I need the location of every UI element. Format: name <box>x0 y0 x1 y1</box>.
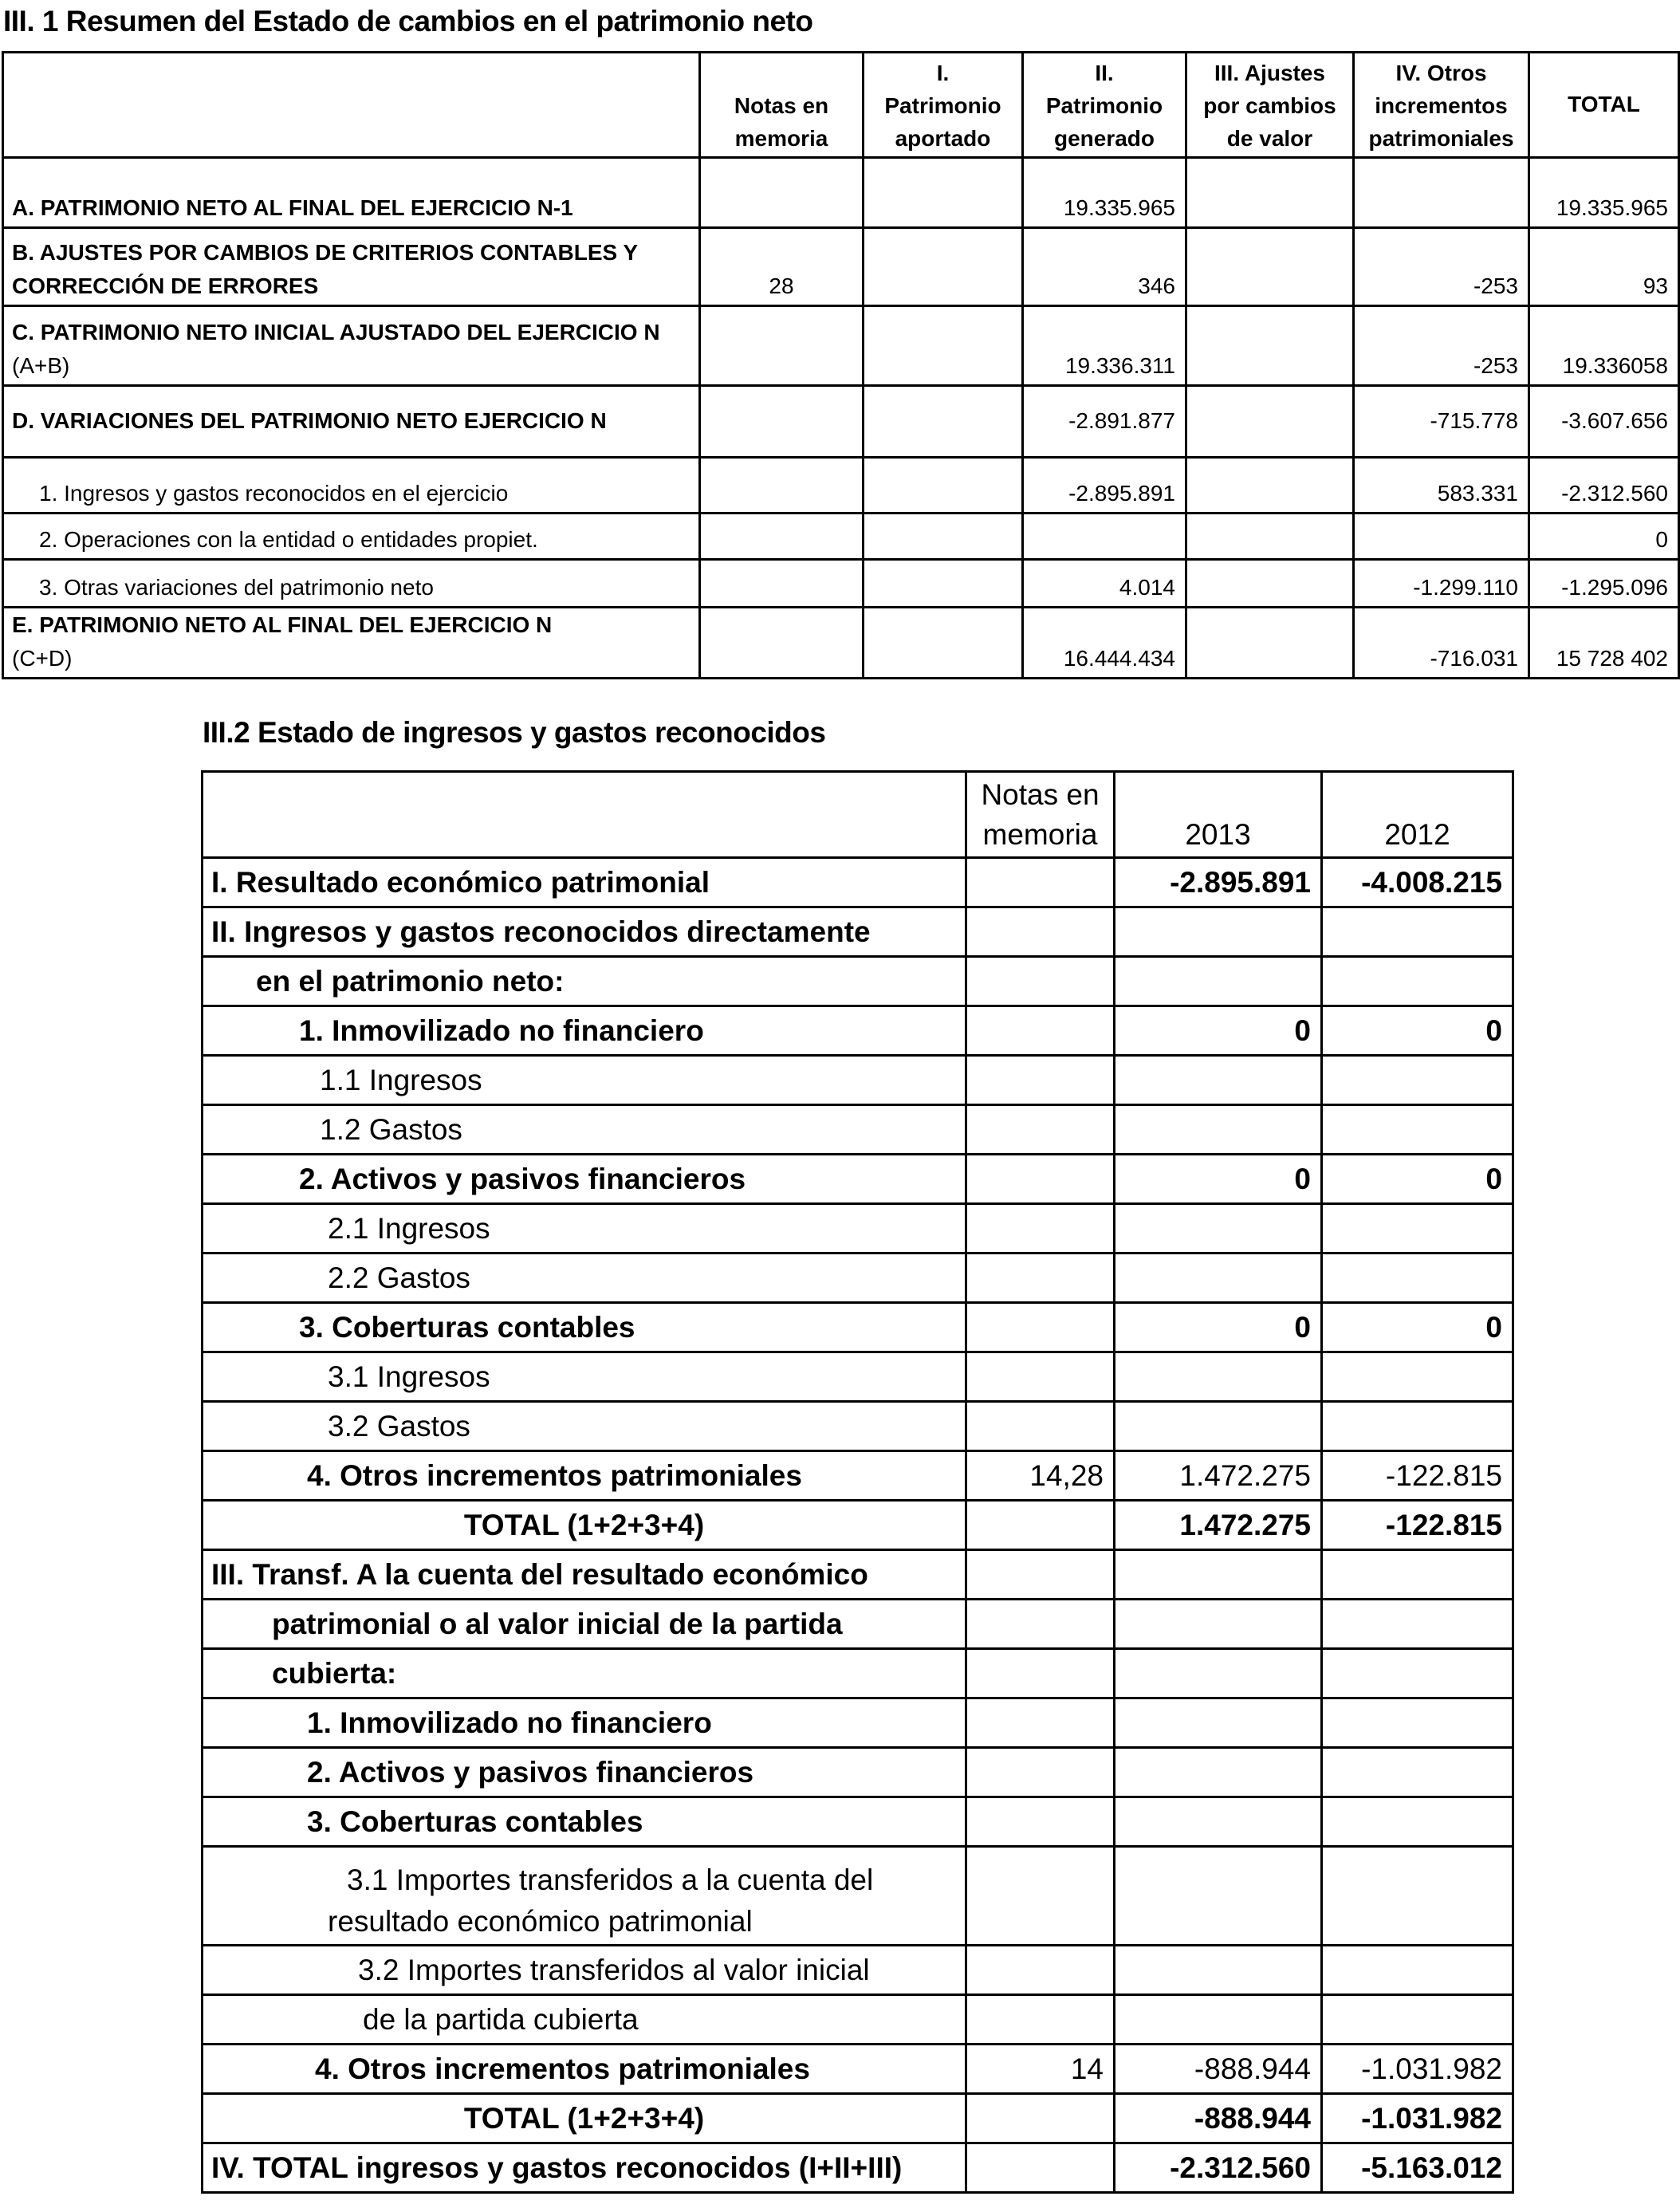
table-row <box>203 1600 1513 1649</box>
row-label: TOTAL (1+2+3+4) <box>203 1501 966 1550</box>
cell-total: 19.335.965 <box>1529 158 1679 228</box>
row-label <box>3 306 700 386</box>
cell-2012: -5.163.012 <box>1322 2143 1513 2193</box>
row-label: IV. TOTAL ingresos y gastos reconocidos (I+II+III) <box>203 2143 966 2193</box>
cell-2013 <box>1115 1698 1322 1748</box>
table-row <box>203 1056 1513 1105</box>
cell-ajustes <box>1186 306 1354 386</box>
row-label: de la partida cubierta <box>203 1995 966 2045</box>
row-label-line: 3.1 Importes transferidos a la cuenta del <box>347 1864 874 1896</box>
cell-2013 <box>1115 1254 1322 1303</box>
cell-2013 <box>1115 1797 1322 1847</box>
cell-notas <box>966 1995 1115 2045</box>
cell-notas <box>966 2094 1115 2143</box>
cell-total: -2.312.560 <box>1529 458 1679 514</box>
cell-2012: 0 <box>1322 1303 1513 1352</box>
row-label-line: (C+D) <box>12 646 73 671</box>
header-ajustes <box>1186 53 1354 158</box>
header-line: Patrimonio <box>1045 93 1163 118</box>
table-row <box>203 1105 1513 1155</box>
cell-notas <box>700 560 864 608</box>
table-row <box>3 386 1679 458</box>
cell-aportado <box>864 306 1023 386</box>
cell-2013 <box>1115 1056 1322 1105</box>
table-row <box>3 514 1679 560</box>
row-label: TOTAL (1+2+3+4) <box>203 2094 966 2143</box>
cell-2013: -888.944 <box>1115 2045 1322 2094</box>
header-2012: 2012 <box>1322 772 1513 858</box>
row-label: 1. Ingresos y gastos reconocidos en el ejercicio <box>3 458 700 514</box>
cell-2013: -2.312.560 <box>1115 2143 1322 2193</box>
cell-notas <box>966 1600 1115 1649</box>
row-label: 3.2 Importes transferidos al valor inicial <box>203 1946 966 1995</box>
row-label: D. VARIACIONES DEL PATRIMONIO NETO EJERCICIO N <box>3 386 700 458</box>
cell-2012 <box>1322 1847 1513 1946</box>
table-row <box>203 1006 1513 1056</box>
table-row <box>203 1797 1513 1847</box>
row-label: 2. Operaciones con la entidad o entidades propiet. <box>3 514 700 560</box>
cell-notas <box>700 158 864 228</box>
table1-title: III. 1 Resumen del Estado de cambios en el patrimonio neto <box>3 5 813 37</box>
cell-notas <box>966 1204 1115 1254</box>
cell-2012: -1.031.982 <box>1322 2094 1513 2143</box>
row-label <box>3 228 700 306</box>
header-line: I. <box>936 61 950 85</box>
cell-notas <box>966 1056 1115 1105</box>
cell-notas <box>700 514 864 560</box>
row-label: 2.1 Ingresos <box>203 1204 966 1254</box>
row-label: 1.1 Ingresos <box>203 1056 966 1105</box>
cell-2013 <box>1115 1600 1322 1649</box>
table-row <box>203 2143 1513 2193</box>
row-label-line: B. AJUSTES POR CAMBIOS DE CRITERIOS CONTABLES Y <box>12 240 639 265</box>
header-total <box>1529 53 1679 158</box>
table-row <box>203 1155 1513 1204</box>
cell-2012 <box>1322 1946 1513 1995</box>
cell-notas <box>966 1847 1115 1946</box>
cell-2013 <box>1115 1204 1322 1254</box>
cell-2013 <box>1115 1847 1322 1946</box>
cell-2013 <box>1115 1748 1322 1797</box>
cell-2013 <box>1115 1105 1322 1155</box>
cell-notas <box>966 1649 1115 1698</box>
header-line: patrimoniales <box>1368 126 1514 151</box>
cell-2013 <box>1115 1550 1322 1600</box>
cell-2012 <box>1322 1550 1513 1600</box>
cell-notas <box>966 1303 1115 1352</box>
cell-2012 <box>1322 1254 1513 1303</box>
row-label-line: C. PATRIMONIO NETO INICIAL AJUSTADO DEL EJERCICIO N <box>12 320 660 344</box>
recognized-income-expenses-table <box>201 770 1514 2194</box>
table-header-row <box>203 772 1513 858</box>
table-row <box>203 1946 1513 1995</box>
header-patrimonio-generado <box>1023 53 1186 158</box>
table-row <box>203 1204 1513 1254</box>
table-row <box>203 1352 1513 1402</box>
cell-2012 <box>1322 1698 1513 1748</box>
cell-2013: 0 <box>1115 1155 1322 1204</box>
row-label-line: (A+B) <box>12 353 70 378</box>
cell-2012: -122.815 <box>1322 1451 1513 1501</box>
cell-total: 93 <box>1529 228 1679 306</box>
table-row <box>203 1649 1513 1698</box>
row-label: 2.2 Gastos <box>203 1254 966 1303</box>
header-line: memoria <box>982 818 1098 851</box>
cell-2013 <box>1115 907 1322 957</box>
cell-generado: 4.014 <box>1023 560 1186 608</box>
header-line: generado <box>1053 126 1155 151</box>
header-line: incrementos <box>1375 93 1508 118</box>
header-line: Notas en <box>734 93 829 118</box>
row-label: 3. Coberturas contables <box>203 1303 966 1352</box>
header-line: de valor <box>1226 126 1313 151</box>
cell-aportado <box>864 514 1023 560</box>
cell-generado: -2.891.877 <box>1023 386 1186 458</box>
cell-aportado <box>864 458 1023 514</box>
cell-notas <box>966 1105 1115 1155</box>
header-blank <box>3 53 700 158</box>
cell-notas <box>700 608 864 679</box>
cell-aportado <box>864 228 1023 306</box>
header-line: memoria <box>734 126 828 151</box>
cell-notas <box>966 1698 1115 1748</box>
cell-otros <box>1354 514 1529 560</box>
row-label: 3. Coberturas contables <box>203 1797 966 1847</box>
cell-notas <box>700 306 864 386</box>
cell-otros: 583.331 <box>1354 458 1529 514</box>
cell-2012 <box>1322 1056 1513 1105</box>
row-label: 4. Otros incrementos patrimoniales <box>203 1451 966 1501</box>
header-line: II. <box>1095 61 1114 85</box>
cell-2013 <box>1115 1402 1322 1451</box>
cell-total: -1.295.096 <box>1529 560 1679 608</box>
table-row <box>203 1451 1513 1501</box>
table-row <box>203 1748 1513 1797</box>
cell-2012 <box>1322 1402 1513 1451</box>
table-row <box>203 1501 1513 1550</box>
cell-2012: -4.008.215 <box>1322 858 1513 907</box>
cell-notas <box>966 907 1115 957</box>
cell-2012: -1.031.982 <box>1322 2045 1513 2094</box>
cell-2012 <box>1322 1352 1513 1402</box>
cell-ajustes <box>1186 560 1354 608</box>
cell-ajustes <box>1186 158 1354 228</box>
cell-total: 19.336058 <box>1529 306 1679 386</box>
cell-generado: -2.895.891 <box>1023 458 1186 514</box>
row-label-line: CORRECCIÓN DE ERRORES <box>12 274 319 298</box>
table-row <box>203 1550 1513 1600</box>
cell-2012 <box>1322 1649 1513 1698</box>
table-row <box>3 306 1679 386</box>
cell-generado: 19.336.311 <box>1023 306 1186 386</box>
table-header-row <box>3 53 1679 158</box>
cell-ajustes <box>1186 228 1354 306</box>
cell-2012: 0 <box>1322 1155 1513 1204</box>
row-label <box>3 608 700 679</box>
table-row <box>203 957 1513 1006</box>
row-label <box>203 1847 966 1946</box>
header-line: TOTAL <box>1568 92 1640 116</box>
table-row <box>203 1254 1513 1303</box>
cell-2013: 1.472.275 <box>1115 1451 1322 1501</box>
table-row <box>3 458 1679 514</box>
row-label: A. PATRIMONIO NETO AL FINAL DEL EJERCICIO N-1 <box>3 158 700 228</box>
header-notas <box>966 772 1115 858</box>
row-label: II. Ingresos y gastos reconocidos directamente <box>203 907 966 957</box>
cell-otros: -716.031 <box>1354 608 1529 679</box>
cell-notas <box>966 1550 1115 1600</box>
cell-generado: 19.335.965 <box>1023 158 1186 228</box>
cell-notas <box>966 1501 1115 1550</box>
header-otros-incrementos <box>1354 53 1529 158</box>
cell-total: 15 728 402 <box>1529 608 1679 679</box>
statement-of-changes-table <box>2 51 1680 679</box>
table-row <box>3 560 1679 608</box>
cell-notas <box>966 858 1115 907</box>
cell-otros: -715.778 <box>1354 386 1529 458</box>
cell-notas <box>966 1254 1115 1303</box>
table-row <box>203 1402 1513 1451</box>
table-row <box>3 158 1679 228</box>
cell-otros: -253 <box>1354 228 1529 306</box>
cell-2013 <box>1115 1946 1322 1995</box>
table-row <box>203 2094 1513 2143</box>
table-row <box>203 1303 1513 1352</box>
table-row <box>203 1698 1513 1748</box>
header-line: aportado <box>895 126 991 151</box>
cell-ajustes <box>1186 386 1354 458</box>
table-row <box>203 858 1513 907</box>
cell-generado: 16.444.434 <box>1023 608 1186 679</box>
cell-notas <box>966 2143 1115 2193</box>
cell-notas: 14,28 <box>966 1451 1115 1501</box>
cell-2013 <box>1115 957 1322 1006</box>
cell-2012 <box>1322 1105 1513 1155</box>
table-row <box>203 907 1513 957</box>
cell-2012 <box>1322 1995 1513 2045</box>
header-patrimonio-aportado <box>864 53 1023 158</box>
cell-total: 0 <box>1529 514 1679 560</box>
table-row <box>3 228 1679 306</box>
cell-notas: 28 <box>700 228 864 306</box>
row-label-line: resultado económico patrimonial <box>328 1905 753 1938</box>
cell-aportado <box>864 608 1023 679</box>
cell-2012: 0 <box>1322 1006 1513 1056</box>
cell-2013: 0 <box>1115 1303 1322 1352</box>
row-label: 1. Inmovilizado no financiero <box>203 1006 966 1056</box>
header-line: por cambios <box>1203 93 1336 118</box>
cell-notas <box>966 1748 1115 1797</box>
row-label: 2. Activos y pasivos financieros <box>203 1748 966 1797</box>
cell-total: -3.607.656 <box>1529 386 1679 458</box>
cell-2013: 1.472.275 <box>1115 1501 1322 1550</box>
table-row <box>3 608 1679 679</box>
cell-ajustes <box>1186 514 1354 560</box>
cell-ajustes <box>1186 608 1354 679</box>
row-label: cubierta: <box>203 1649 966 1698</box>
cell-aportado <box>864 158 1023 228</box>
cell-2013 <box>1115 1995 1322 2045</box>
row-label: 3.1 Ingresos <box>203 1352 966 1402</box>
header-line: Notas en <box>981 778 1100 811</box>
cell-2013 <box>1115 1352 1322 1402</box>
row-label: 3. Otras variaciones del patrimonio neto <box>3 560 700 608</box>
cell-2012 <box>1322 1600 1513 1649</box>
cell-2012 <box>1322 1748 1513 1797</box>
cell-aportado <box>864 386 1023 458</box>
cell-notas <box>966 1155 1115 1204</box>
cell-2013 <box>1115 1649 1322 1698</box>
cell-2013: 0 <box>1115 1006 1322 1056</box>
cell-notas <box>966 1402 1115 1451</box>
header-line: Patrimonio <box>884 93 1001 118</box>
row-label: en el patrimonio neto: <box>203 957 966 1006</box>
cell-2012 <box>1322 907 1513 957</box>
row-label-line: E. PATRIMONIO NETO AL FINAL DEL EJERCICIO N <box>12 612 553 637</box>
row-label: 1. Inmovilizado no financiero <box>203 1698 966 1748</box>
cell-notas: 14 <box>966 2045 1115 2094</box>
cell-2012 <box>1322 957 1513 1006</box>
table2-title: III.2 Estado de ingresos y gastos reconocidos <box>203 716 826 749</box>
row-label: patrimonial o al valor inicial de la partida <box>203 1600 966 1649</box>
cell-notas <box>966 957 1115 1006</box>
row-label: III. Transf. A la cuenta del resultado económico <box>203 1550 966 1600</box>
row-label: 4. Otros incrementos patrimoniales <box>203 2045 966 2094</box>
row-label: 3.2 Gastos <box>203 1402 966 1451</box>
header-notas <box>700 53 864 158</box>
cell-otros: -253 <box>1354 306 1529 386</box>
cell-notas <box>700 386 864 458</box>
cell-2013: -888.944 <box>1115 2094 1322 2143</box>
cell-2012 <box>1322 1797 1513 1847</box>
cell-ajustes <box>1186 458 1354 514</box>
table-row <box>203 1847 1513 1946</box>
cell-generado: 346 <box>1023 228 1186 306</box>
cell-notas <box>700 458 864 514</box>
cell-notas <box>966 1946 1115 1995</box>
cell-generado <box>1023 514 1186 560</box>
cell-2013: -2.895.891 <box>1115 858 1322 907</box>
header-line: III. Ajustes <box>1214 61 1325 85</box>
cell-otros <box>1354 158 1529 228</box>
cell-aportado <box>864 560 1023 608</box>
cell-notas <box>966 1006 1115 1056</box>
cell-2012 <box>1322 1204 1513 1254</box>
header-blank <box>203 772 966 858</box>
row-label: I. Resultado económico patrimonial <box>203 858 966 907</box>
cell-otros: -1.299.110 <box>1354 560 1529 608</box>
row-label: 1.2 Gastos <box>203 1105 966 1155</box>
table-row <box>203 2045 1513 2094</box>
cell-notas <box>966 1352 1115 1402</box>
row-label: 2. Activos y pasivos financieros <box>203 1155 966 1204</box>
table-row <box>203 1995 1513 2045</box>
cell-notas <box>966 1797 1115 1847</box>
header-2013: 2013 <box>1115 772 1322 858</box>
cell-2012: -122.815 <box>1322 1501 1513 1550</box>
header-line: IV. Otros <box>1395 61 1487 85</box>
